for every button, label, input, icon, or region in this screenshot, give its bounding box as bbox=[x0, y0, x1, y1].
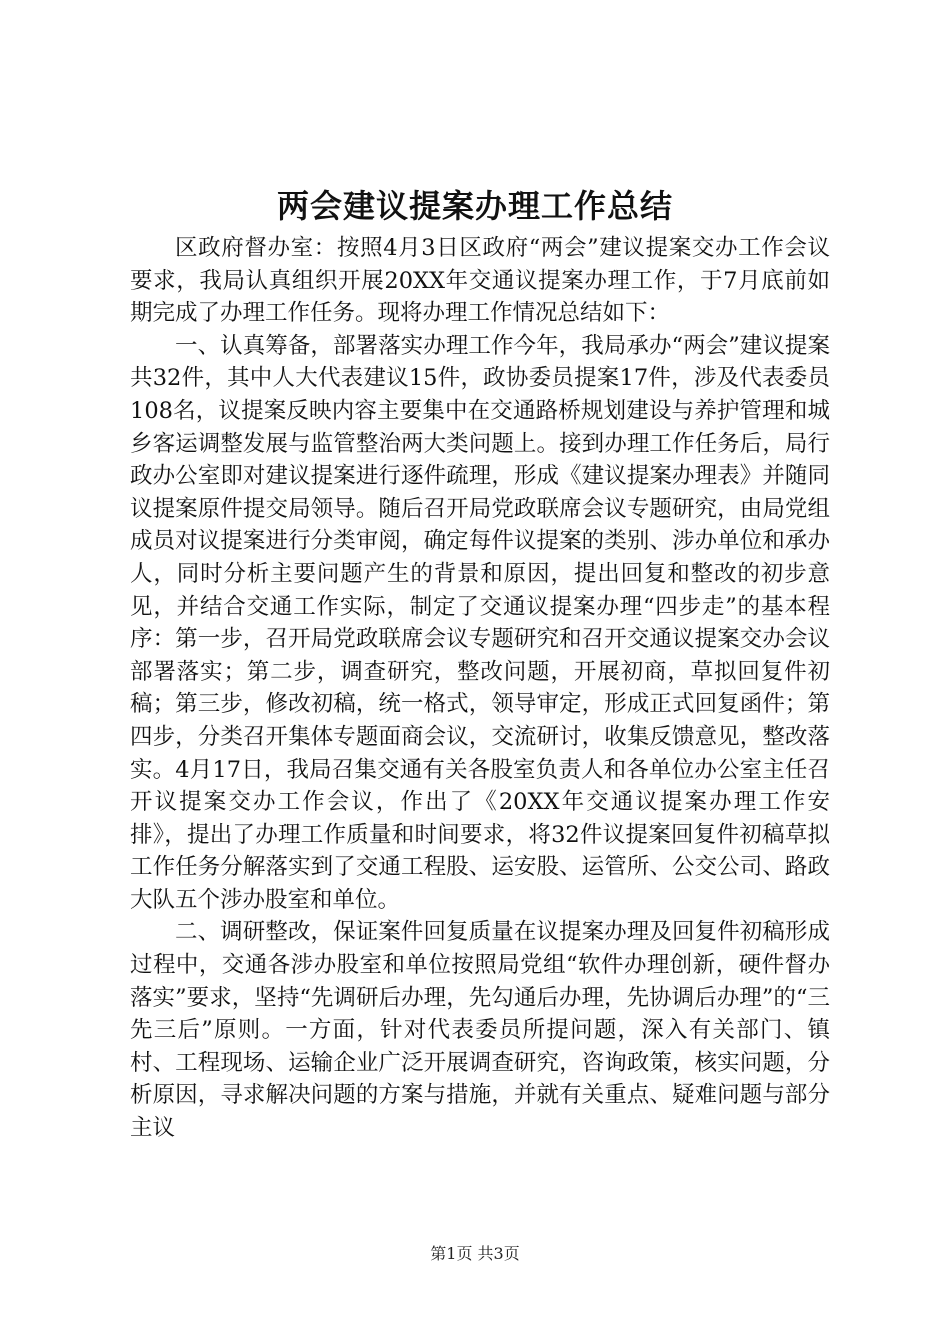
paragraph-section-two: 二、调研整改，保证案件回复质量在议提案办理及回复件初稿形成过程中，交通各涉办股室和单位按照局党组“软件办理创新，硬件督办落实”要求，坚持“先调研后办理，先勾通后办理，先协调后办理”的“三先三后”原则。一方面，针对代表委员所提问题，深入有关部门、镇村、工程现场、运输企业广泛开展调查研究，咨询政策，核实问题，分析原因，寻求解决问题的方案与措施，并就有关重点、疑难问题与部分主议 bbox=[130, 919, 830, 1142]
document-title: 两会建议提案办理工作总结 bbox=[276, 187, 673, 225]
paragraph-section-one: 一、认真筹备，部署落实办理工作今年，我局承办“两会”建议提案共32件，其中人大代表建议15件，政协委员提案17件，涉及代表委员108名，议提案反映内容主要集中在交通路桥规划建设与养护管理和城乡客运调整发展与监管整治两大类问题上。接到办理工作任务后，局行政办公室即对建议提案进行逐件疏理，形成《建议提案办理表》并随同议提案原件提交局领导。随后召开局党政联席会议专题研究，由局党组成员对议提案进行分类审阅，确定每件议提案的类别、涉办单位和承办人，同时分析主要问题产生的背景和原因，提出回复和整改的初步意见，并结合交通工作实际，制定了交通议提案办理“四步走”的基本程序：第一步，召开局党政联席会议专题研究和召开交通议提案交办会议部署落实；第二步，调查研究，整改问题，开展初商，草拟回复件初稿；第三步，修改初稿，统一格式，领导审定，形成正式回复函件；第四步，分类召开集体专题面商会议，交流研讨，收集反馈意见，整改落实。4月17日，我局召集交通有关各股室负责人和各单位办公室主任召开议提案交办工作会议，作出了《20XX年交通议提案办理工作安排》，提出了办理工作质量和时间要求，将32件议提案回复件初稿草拟工作任务分解落实到了交通工程股、运安股、运管所、公交公司、路政大队五个涉办股室和单位。 bbox=[130, 332, 830, 913]
page-number-footer: 第1页 共3页 bbox=[430, 1244, 520, 1263]
paragraph-intro: 区政府督办室：按照4月3日区政府“两会”建议提案交办工作会议要求，我局认真组织开展20XX年交通议提案办理工作，于7月底前如期完成了办理工作任务。现将办理工作情况总结如下： bbox=[130, 235, 830, 327]
document-body bbox=[130, 232, 830, 1145]
